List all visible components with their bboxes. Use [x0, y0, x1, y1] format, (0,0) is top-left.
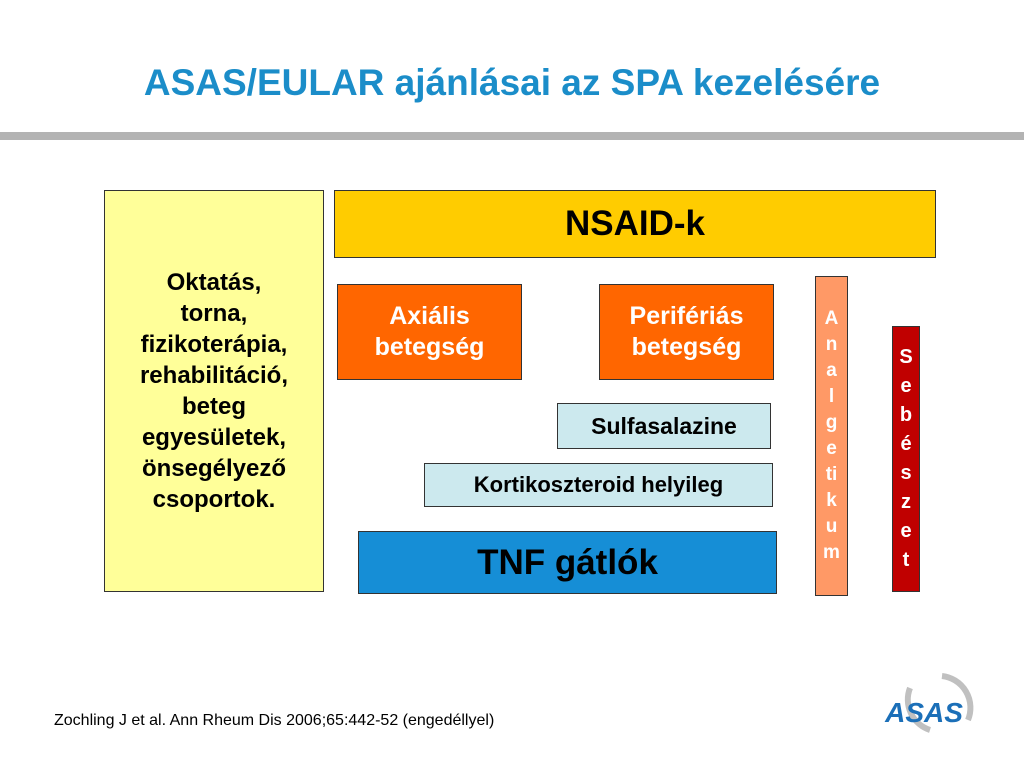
nsaid-box: [334, 190, 936, 258]
sulfasalazine-label: Sulfasalazine: [591, 412, 737, 439]
corticosteroid-box: [424, 463, 773, 507]
analgetikum-box: [815, 276, 848, 596]
tnf-inhibitor-box: [358, 531, 777, 594]
tnf-inhibitor-label: TNF gátlók: [477, 542, 658, 582]
education-line: önsegélyező: [141, 455, 287, 482]
education-line: csoportok.: [152, 486, 276, 513]
surgery-letter: é: [900, 433, 912, 455]
analgetikum-letter: u: [825, 516, 838, 537]
sulfasalazine-box: [557, 403, 771, 449]
nsaid-label: NSAID-k: [564, 204, 706, 243]
surgery-letter: t: [902, 549, 910, 571]
education-line: beteg: [181, 393, 246, 420]
corticosteroid-label: Kortikoszteroid helyileg: [473, 472, 724, 497]
education-line: rehabilitáció,: [139, 362, 289, 389]
surgery-letter: e: [900, 375, 912, 397]
axial-disease-line: betegség: [374, 333, 485, 361]
surgery-letter: s: [900, 462, 912, 484]
peripheral-disease-line: Perifériás: [629, 302, 744, 330]
axial-disease-box: [337, 284, 522, 380]
surgery-letter: e: [900, 520, 912, 542]
citation: Zochling J et al. Ann Rheum Dis 2006;65:442-52 (engedéllyel): [54, 712, 495, 729]
analgetikum-letter: A: [824, 308, 839, 329]
education-line: torna,: [180, 300, 248, 327]
analgetikum-letter: n: [825, 334, 838, 355]
asas-logo: [872, 668, 976, 740]
education-line: Oktatás,: [166, 269, 262, 296]
analgetikum-letter: l: [828, 386, 835, 407]
education-box: [104, 190, 324, 592]
analgetikum-letter: k: [826, 490, 837, 511]
analgetikum-letter: a: [826, 360, 837, 381]
analgetikum-letter: ti: [825, 464, 838, 485]
surgery-letter: b: [899, 404, 913, 426]
surgery-letter: z: [901, 491, 911, 513]
page-title: ASAS/EULAR ajánlásai az SPA kezelésére: [143, 62, 881, 103]
analgetikum-letter: g: [825, 412, 838, 433]
title-divider: [0, 132, 1024, 140]
education-line: fizikoterápia,: [140, 331, 288, 358]
axial-disease-line: Axiális: [389, 302, 470, 330]
surgery-letter: S: [899, 346, 913, 368]
peripheral-disease-box: [599, 284, 774, 380]
surgery-box: [892, 326, 920, 592]
analgetikum-letter: m: [823, 542, 840, 563]
logo-text: ASAS: [885, 697, 963, 728]
peripheral-disease-line: betegség: [631, 333, 742, 361]
education-line: egyesületek,: [141, 424, 287, 451]
analgetikum-letter: e: [826, 438, 837, 459]
